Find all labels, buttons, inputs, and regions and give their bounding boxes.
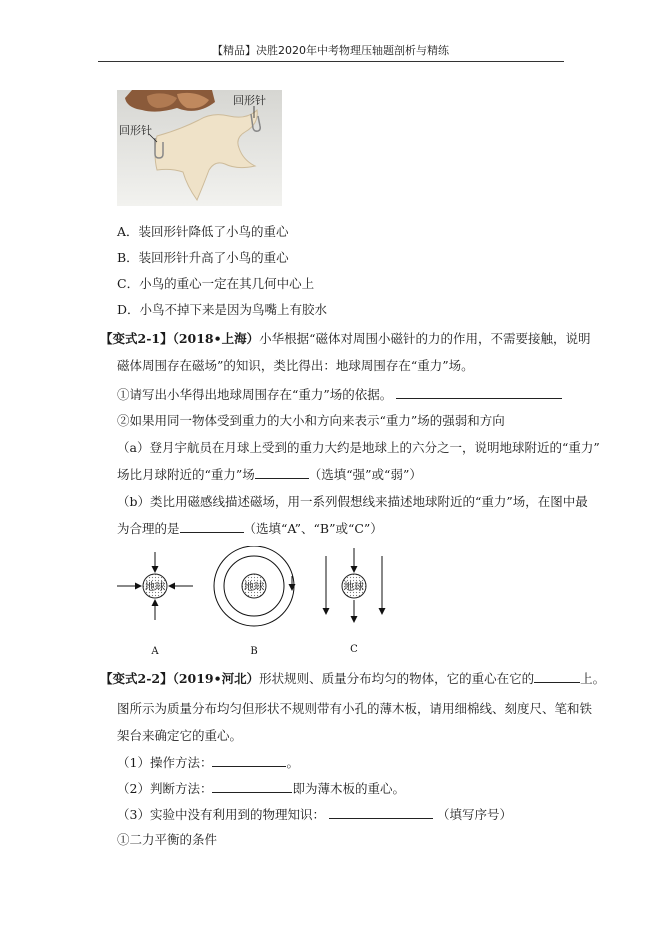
- option-d: D．小鸟不掉下来是因为鸟嘴上有胶水: [117, 302, 328, 317]
- question-source: （2018•上海）: [172, 331, 260, 346]
- question-2-2-choice-1: ①二力平衡的条件: [117, 832, 218, 847]
- question-2-1-a-line1: （a）登月宇航员在月球上受到的重力大约是地球上的六分之一，说明地球附近的“重力”: [117, 440, 600, 455]
- question-tag: 【变式2-2】: [100, 671, 173, 686]
- answer-blank[interactable]: [329, 806, 433, 819]
- diagram-label-b: B: [250, 646, 258, 657]
- question-2-1-item1: ①请写出小华得出地球周围存在“重力”场的依据。: [117, 386, 562, 403]
- question-2-2-step1: （1）操作方法： 。: [117, 755, 299, 770]
- diagram-c: [326, 548, 382, 655]
- question-2-2-step2: （2）判断方法： 即为薄木板的重心。: [117, 781, 405, 796]
- earth-label: 地球: [145, 582, 165, 593]
- answer-blank[interactable]: [534, 670, 580, 683]
- question-2-2-line2: 图所示为质量分布均匀但形状不规则带有小孔的薄木板，请用细棉线、刻度尺、笔和铁: [117, 701, 593, 716]
- diagram-b: [214, 546, 294, 657]
- question-2-1-b-line1: （b）类比用磁感线描述磁场，用一系列假想线来描述地球附近的“重力”场，在图中最: [117, 494, 588, 509]
- earth-label: 地球: [344, 582, 364, 593]
- question-2-1-line2: 磁体周围存在磁场”的知识，类比得出：地球周围存在“重力”场。: [117, 358, 474, 373]
- question-2-1-b-line2: 为合理的是 （选填“A”、“B”或“C”）: [117, 521, 383, 536]
- option-c: C．小鸟的重心一定在其几何中心上: [117, 276, 315, 291]
- question-2-2-intro: 【变式2-2】（2019•河北）形状规则、质量分布均匀的物体，它的重心在它的 上。: [100, 671, 606, 686]
- question-source: （2019•河北）: [172, 671, 260, 686]
- answer-blank[interactable]: [255, 466, 309, 479]
- question-2-1-item2: ②如果用同一物体受到重力的大小和方向来表示“重力”场的强弱和方向: [117, 413, 505, 428]
- diagram-a: [117, 552, 193, 657]
- page-header: 【精品】决胜2020年中考物理压轴题剖析与精练: [212, 44, 449, 57]
- paperclip-label-left: 回形针: [119, 124, 152, 137]
- question-2-1-a-line2: 场比月球附近的“重力”场 （选填“强”或“弱”）: [117, 467, 422, 482]
- question-2-2-step3: （3）实验中没有利用到的物理知识： （填写序号）: [117, 807, 512, 822]
- question-tag: 【变式2-1】: [100, 331, 173, 346]
- option-a: A．装回形针降低了小鸟的重心: [117, 224, 289, 239]
- bird-photo: [117, 90, 282, 206]
- diagram-label-a: A: [151, 646, 159, 657]
- answer-blank[interactable]: [396, 386, 562, 399]
- paperclip-label-right: 回形针: [233, 94, 266, 107]
- answer-blank[interactable]: [212, 754, 286, 767]
- diagram-label-c: C: [350, 644, 358, 655]
- gravity-field-diagram: [112, 546, 392, 658]
- answer-blank[interactable]: [212, 780, 292, 793]
- header-rule: [98, 61, 564, 62]
- question-2-2-line3: 架台来确定它的重心。: [117, 728, 243, 743]
- question-2-1-intro: 【变式2-1】（2018•上海）小华根据“磁体对周围小磁针的力的作用，不需要接触，说明: [100, 331, 591, 346]
- answer-blank[interactable]: [180, 520, 244, 533]
- earth-label: 地球: [244, 582, 264, 593]
- option-b: B．装回形针升高了小鸟的重心: [117, 250, 289, 265]
